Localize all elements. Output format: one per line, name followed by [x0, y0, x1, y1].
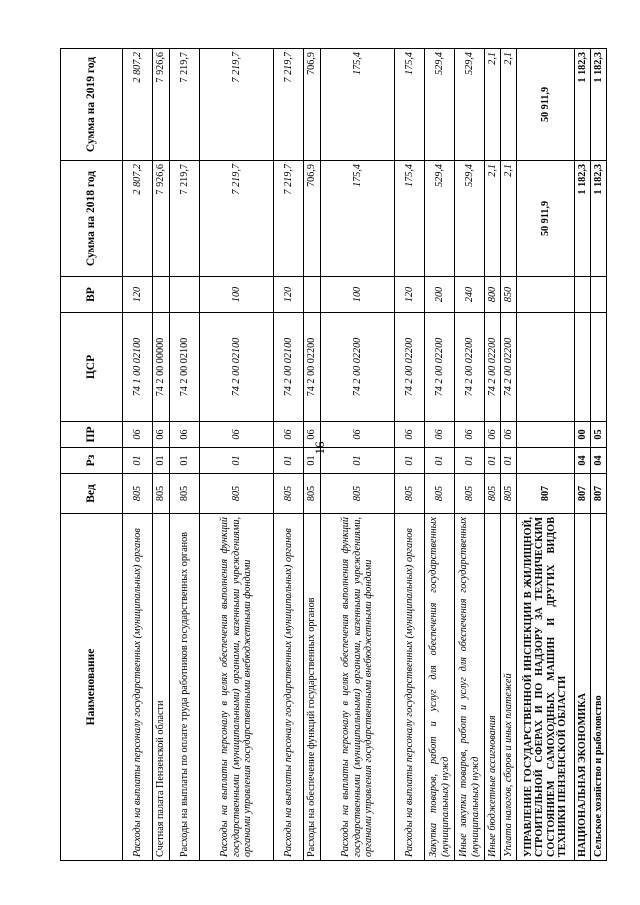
header-name: Наименование [61, 514, 123, 861]
row-pr: 00 [575, 422, 591, 448]
row-vr [517, 277, 575, 313]
row-csr [575, 313, 591, 422]
row-ved: 807 [575, 474, 591, 514]
row-ved: 805 [123, 474, 153, 514]
row-sum-2018: 2,1 [485, 161, 501, 277]
row-sum-2019: 7 219,7 [200, 49, 274, 161]
row-pr: 06 [425, 422, 455, 448]
table-row [575, 49, 591, 861]
row-sum-2018: 706,9 [304, 161, 321, 277]
row-csr: 74 2 00 00000 [153, 313, 170, 422]
table-row [517, 49, 575, 861]
table-row [304, 49, 321, 861]
row-sum-2018: 2,1 [501, 161, 517, 277]
row-name: Расходы на выплаты персоналу государственных (муниципальных) органов [123, 514, 153, 861]
header-sum-2019: Сумма на 2019 год [61, 49, 123, 161]
table-row [200, 49, 274, 861]
row-vr [591, 277, 607, 313]
row-csr: 74 2 00 02200 [485, 313, 501, 422]
row-sum-2019: 50 911,9 [517, 49, 575, 161]
row-sum-2018: 7 219,7 [200, 161, 274, 277]
row-pr: 06 [153, 422, 170, 448]
budget-table-container [60, 49, 604, 861]
row-ved: 805 [455, 474, 485, 514]
row-ved: 805 [153, 474, 170, 514]
row-csr: 74 2 00 02100 [274, 313, 304, 422]
row-name: Иные бюджетные ассигнования [485, 514, 501, 861]
row-pr: 06 [321, 422, 395, 448]
row-vr: 800 [485, 277, 501, 313]
row-rz: 01 [395, 448, 425, 474]
row-csr: 74 2 00 02200 [395, 313, 425, 422]
row-sum-2019: 7 219,7 [274, 49, 304, 161]
row-vr: 850 [501, 277, 517, 313]
row-rz: 01 [153, 448, 170, 474]
row-ved: 805 [501, 474, 517, 514]
row-name: Закупка товаров, работ и услуг для обеспечения государственных (муниципальных) нужд [425, 514, 455, 861]
table-row [501, 49, 517, 861]
row-vr [170, 277, 200, 313]
row-sum-2018: 50 911,9 [517, 161, 575, 277]
row-vr: 120 [274, 277, 304, 313]
row-csr [517, 313, 575, 422]
row-sum-2019: 7 926,6 [153, 49, 170, 161]
row-name: Расходы на выплаты персоналу государственных (муниципальных) органов [395, 514, 425, 861]
row-rz: 01 [455, 448, 485, 474]
row-rz: 01 [200, 448, 274, 474]
row-vr [304, 277, 321, 313]
row-csr: 74 2 00 02200 [304, 313, 321, 422]
table-row [395, 49, 425, 861]
row-sum-2019: 1 182,3 [575, 49, 591, 161]
row-name: Уплата налогов, сборов и иных платежей [501, 514, 517, 861]
row-rz: 01 [425, 448, 455, 474]
row-name: Расходы на выплаты персоналу в целях обеспечения выполнения функций государственными (муниципальными) органами, казенными учреждениями, органами управления государственными внебюджетными фондами [321, 514, 395, 861]
table-row [321, 49, 395, 861]
row-ved: 805 [485, 474, 501, 514]
row-ved: 805 [274, 474, 304, 514]
row-vr: 100 [321, 277, 395, 313]
row-sum-2018: 2 807,2 [123, 161, 153, 277]
row-vr: 120 [395, 277, 425, 313]
row-sum-2018: 175,4 [395, 161, 425, 277]
row-pr: 06 [455, 422, 485, 448]
row-name: Расходы на выплаты персоналу в целях обеспечения выполнения функций государственными (муниципальными) органами, казенными учреждениями, органами управления государственными внебюджетными фондами [200, 514, 274, 861]
row-name: Сельское хозяйство и рыболовство [591, 514, 607, 861]
row-sum-2019: 1 182,3 [591, 49, 607, 161]
row-rz: 01 [321, 448, 395, 474]
header-rz: Рз [61, 448, 123, 474]
row-pr: 06 [123, 422, 153, 448]
row-sum-2019: 529,4 [455, 49, 485, 161]
row-sum-2019: 175,4 [321, 49, 395, 161]
budget-table [60, 48, 607, 861]
row-csr: 74 2 00 02100 [170, 313, 200, 422]
row-ved: 805 [425, 474, 455, 514]
row-sum-2019: 2,1 [485, 49, 501, 161]
row-rz: 01 [170, 448, 200, 474]
row-ved: 805 [321, 474, 395, 514]
row-rz: 04 [575, 448, 591, 474]
row-sum-2018: 175,4 [321, 161, 395, 277]
header-sum-2018: Сумма на 2018 год [61, 161, 123, 277]
page-number: 16 [312, 441, 327, 455]
row-pr [517, 422, 575, 448]
row-csr: 74 2 00 02200 [321, 313, 395, 422]
header-pr: ПР [61, 422, 123, 448]
row-name: Расходы на выплаты персоналу государственных (муниципальных) органов [274, 514, 304, 861]
header-vr: ВР [61, 277, 123, 313]
table-row [485, 49, 501, 861]
row-rz: 01 [501, 448, 517, 474]
row-sum-2019: 2,1 [501, 49, 517, 161]
row-name: НАЦИОНАЛЬНАЯ ЭКОНОМИКА [575, 514, 591, 861]
row-sum-2018: 529,4 [425, 161, 455, 277]
row-pr: 06 [395, 422, 425, 448]
row-pr: 06 [274, 422, 304, 448]
row-vr: 240 [455, 277, 485, 313]
row-sum-2019: 706,9 [304, 49, 321, 161]
row-csr: 74 1 00 02100 [123, 313, 153, 422]
row-pr: 05 [591, 422, 607, 448]
row-ved: 807 [591, 474, 607, 514]
row-name: УПРАВЛЕНИЕ ГОСУДАРСТВЕННОЙ ИНСПЕКЦИИ В ЖИЛИЩНОЙ, СТРОИТЕЛЬНОЙ СФЕРАХ И ПО НАДЗОРУ ЗА ТЕХНИЧЕСКИМ СОСТОЯНИЕМ САМОХОДНЫХ МАШИН И ДРУГИХ ВИДОВ ТЕХНИКИ ПЕНЗЕНСКОЙ ОБЛАСТИ [517, 514, 575, 861]
row-vr: 200 [425, 277, 455, 313]
row-rz: 01 [485, 448, 501, 474]
row-pr: 06 [304, 422, 321, 448]
table-row [455, 49, 485, 861]
table-row [591, 49, 607, 861]
table-row [425, 49, 455, 861]
row-pr: 06 [170, 422, 200, 448]
row-sum-2019: 529,4 [425, 49, 455, 161]
table-row [153, 49, 170, 861]
row-ved: 805 [304, 474, 321, 514]
row-name: Расходы на обеспечение функций государственных органов [304, 514, 321, 861]
row-rz: 01 [123, 448, 153, 474]
row-csr: 74 2 00 02200 [455, 313, 485, 422]
row-sum-2018: 7 219,7 [170, 161, 200, 277]
row-rz: 01 [274, 448, 304, 474]
row-sum-2018: 7 219,7 [274, 161, 304, 277]
table-row [123, 49, 153, 861]
row-pr: 06 [501, 422, 517, 448]
table-row [274, 49, 304, 861]
row-pr: 06 [485, 422, 501, 448]
row-pr: 06 [200, 422, 274, 448]
row-sum-2019: 175,4 [395, 49, 425, 161]
table-row [170, 49, 200, 861]
row-rz: 04 [591, 448, 607, 474]
row-ved: 805 [200, 474, 274, 514]
row-sum-2018: 529,4 [455, 161, 485, 277]
header-csr: ЦСР [61, 313, 123, 422]
row-rz: 01 [304, 448, 321, 474]
row-name: Расходы на выплаты по оплате труда работников государственных органов [170, 514, 200, 861]
row-ved: 805 [395, 474, 425, 514]
header-row [61, 49, 123, 861]
row-vr: 100 [200, 277, 274, 313]
row-rz [517, 448, 575, 474]
row-ved: 805 [170, 474, 200, 514]
row-sum-2018: 1 182,3 [575, 161, 591, 277]
row-ved: 807 [517, 474, 575, 514]
row-csr [591, 313, 607, 422]
row-csr: 74 2 00 02100 [200, 313, 274, 422]
row-vr: 120 [123, 277, 153, 313]
row-vr [575, 277, 591, 313]
row-csr: 74 2 00 02200 [425, 313, 455, 422]
row-sum-2019: 2 807,2 [123, 49, 153, 161]
row-name: Иные закупки товаров, работ и услуг для обеспечения государственных (муниципальных) нужд [455, 514, 485, 861]
row-sum-2018: 1 182,3 [591, 161, 607, 277]
row-vr [153, 277, 170, 313]
header-ved: Вед [61, 474, 123, 514]
row-csr: 74 2 00 02200 [501, 313, 517, 422]
row-name: Счетная палата Пензенской области [153, 514, 170, 861]
row-sum-2018: 7 926,6 [153, 161, 170, 277]
row-sum-2019: 7 219,7 [170, 49, 200, 161]
